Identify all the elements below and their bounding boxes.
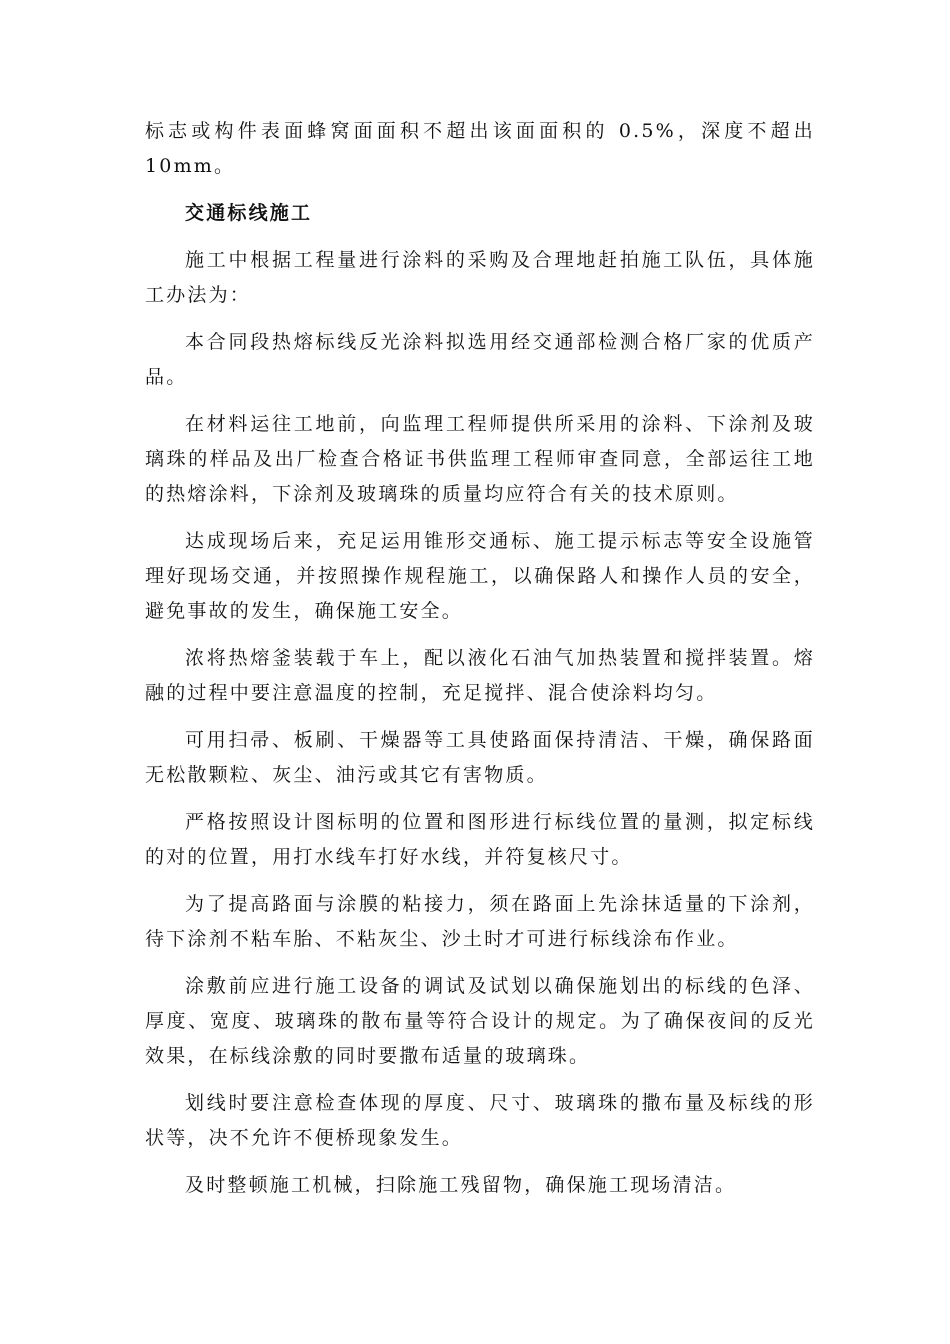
paragraph-1: 施工中根据工程量进行涂料的采购及合理地赶拍施工队伍，具体施工办法为： [145,249,815,306]
paragraph-5: 浓将热熔釜装载于车上，配以液化石油气加热装置和搅拌装置。熔融的过程中要注意温度的控制，充足搅拌、混合使涂料均匀。 [145,647,815,704]
document-body [145,114,815,1215]
intro-paragraph: 标志或构件表面蜂窝面面积不超出该面面积的 0.5%，深度不超出 10mm。 [145,120,815,177]
section-heading: 交通标线施工 [185,202,313,224]
paragraph-10: 划线时要注意检查体现的厚度、尺寸、玻璃珠的撒布量及标线的形状等，决不允许不便桥现象发生。 [145,1092,815,1149]
paragraph-3: 在材料运往工地前，向监理工程师提供所采用的涂料、下涂剂及玻璃珠的样品及出厂检查合格证书供监理工程师审查同意，全部运往工地的热熔涂料，下涂剂及玻璃珠的质量均应符合有关的技术原则。 [145,413,815,505]
paragraph-4: 达成现场后来，充足运用锥形交通标、施工提示标志等安全设施管理好现场交通，并按照操作规程施工，以确保路人和操作人员的安全，避免事故的发生，确保施工安全。 [145,530,815,622]
paragraph-8: 为了提高路面与涂膜的粘接力，须在路面上先涂抹适量的下涂剂，待下涂剂不粘车胎、不粘灰尘、沙土时才可进行标线涂布作业。 [145,893,815,950]
paragraph-9: 涂敷前应进行施工设备的调试及试划以确保施划出的标线的色泽、厚度、宽度、玻璃珠的散布量等符合设计的规定。为了确保夜间的反光效果，在标线涂敷的同时要撒布适量的玻璃珠。 [145,975,815,1067]
paragraph-7: 严格按照设计图标明的位置和图形进行标线位置的量测，拟定标线的对的位置，用打水线车打好水线，并符复核尺寸。 [145,811,815,868]
paragraph-2: 本合同段热熔标线反光涂料拟选用经交通部检测合格厂家的优质产品。 [145,331,815,388]
paragraph-11: 及时整顿施工机械，扫除施工残留物，确保施工现场清洁。 [185,1174,737,1196]
paragraph-6: 可用扫帚、板刷、干燥器等工具使路面保持清洁、干燥，确保路面无松散颗粒、灰尘、油污或其它有害物质。 [145,729,815,786]
